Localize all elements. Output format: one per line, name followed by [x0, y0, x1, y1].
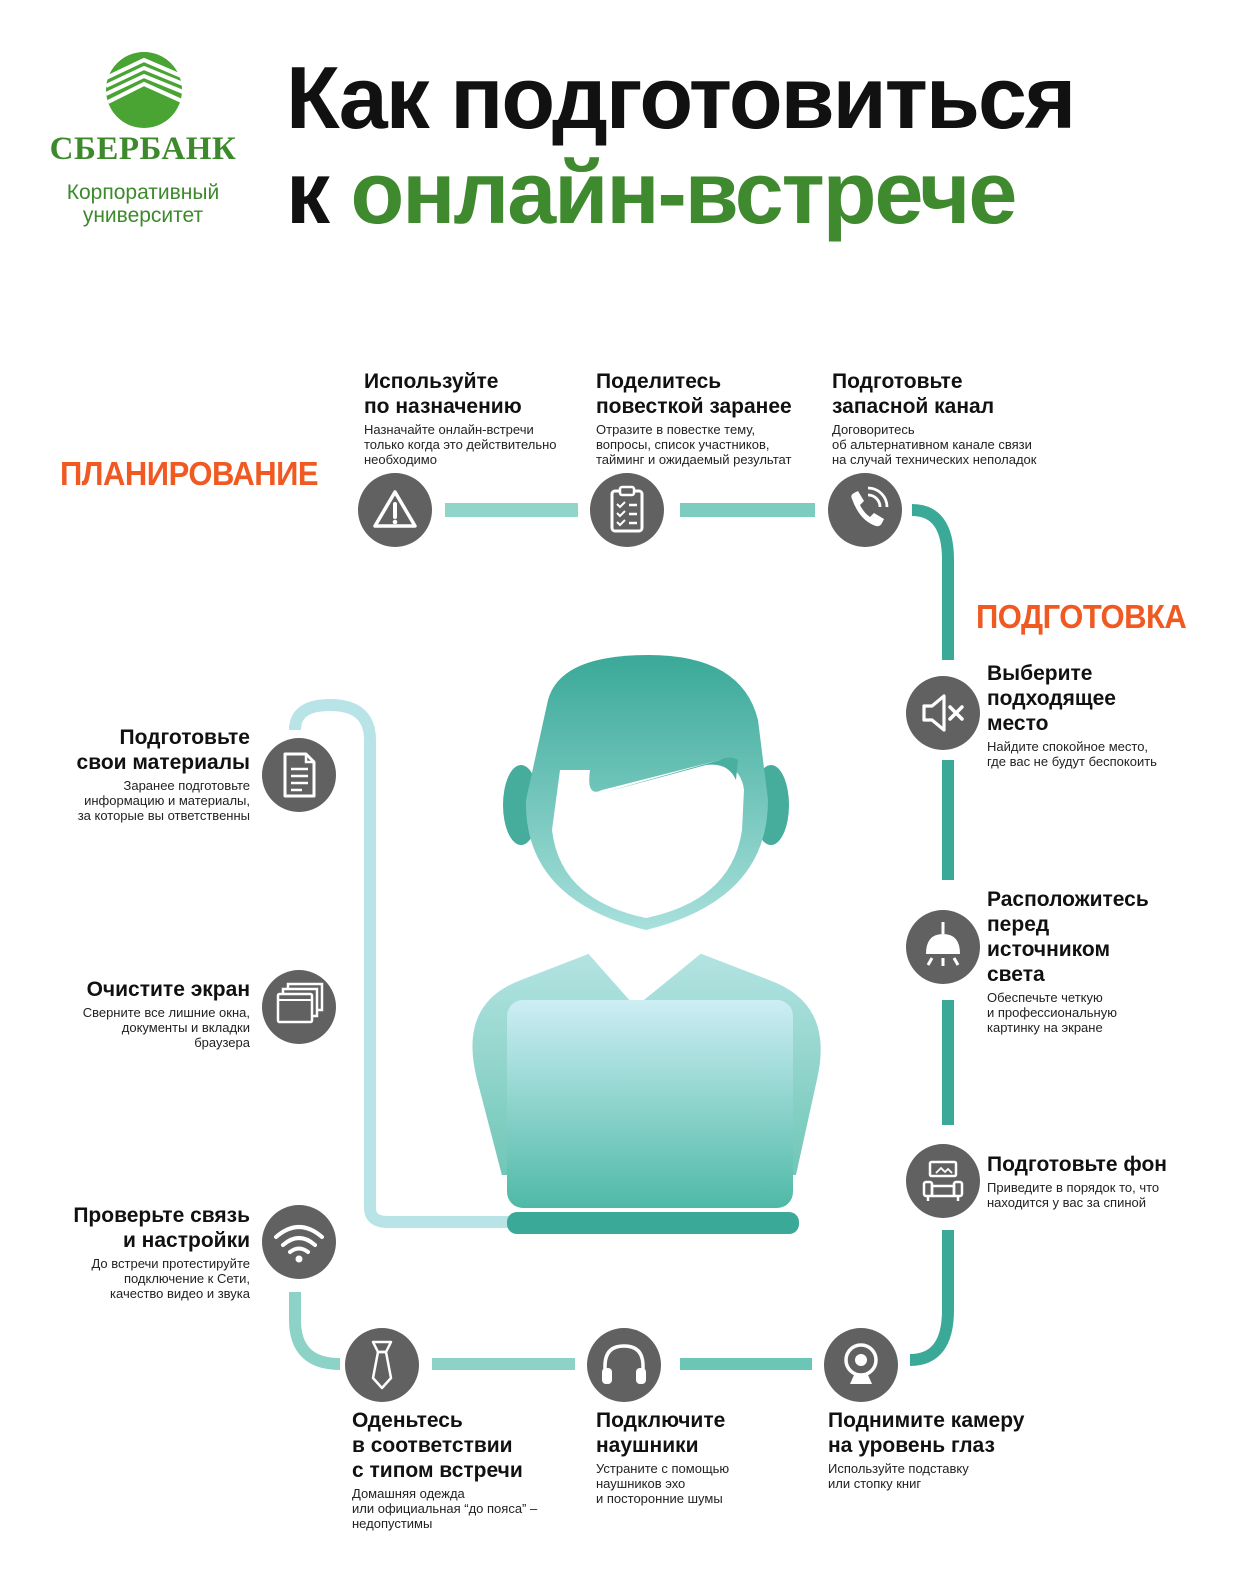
step-light: Расположитесь перед источником света Обеспечьте четкую и профессиональную картинку на экране: [987, 888, 1149, 1035]
headphones-icon: [587, 1328, 661, 1402]
step-camera: Поднимите камеру на уровень глаз Используйте подставку или стопку книг: [828, 1409, 1025, 1491]
document-icon: [262, 738, 336, 812]
step-headphones: Подключите наушники Устраните с помощью наушников эхо и посторонние шумы: [596, 1409, 730, 1506]
page-title-line1: Как подготовиться: [286, 48, 1075, 147]
wifi-icon: [262, 1205, 336, 1279]
path-segment: [912, 510, 948, 660]
page-title-line2: к онлайн-встрече: [286, 143, 1016, 242]
section-preparation: ПОДГОТОВКА: [976, 598, 1187, 636]
mute-icon: [906, 676, 980, 750]
step-connection: Проверьте связь и настройки До встречи протестируйте подключение к Сети, качество видео и звука: [73, 1204, 250, 1301]
laptop-illustration: [507, 1000, 793, 1208]
path-segment: [910, 1230, 948, 1360]
step-screen: Очистите экран Сверните все лишние окна, документы и вкладки браузера: [82, 978, 250, 1050]
step-place: Выберите подходящее место Найдите спокойное место, где вас не будут беспокоить: [987, 662, 1157, 769]
logo-subtitle: Корпоративный университет: [66, 181, 220, 227]
phone-icon: [828, 473, 902, 547]
step-dress: Оденьтесь в соответствии с типом встречи Домашняя одежда или официальная “до пояса” – недопустимы: [352, 1409, 538, 1531]
path-segment: [295, 1292, 340, 1364]
step-background: Подготовьте фон Приведите в порядок то, что находится у вас за спиной: [987, 1153, 1167, 1210]
laptop-base: [507, 1212, 799, 1234]
lamp-icon: [906, 910, 980, 984]
logo-brand: СБЕРБАНК: [49, 131, 237, 167]
section-planning: ПЛАНИРОВАНИЕ: [60, 455, 319, 493]
warning-icon: [358, 473, 432, 547]
step-purpose: Используйте по назначению Назначайте онлайн-встречи только когда это действительно необходимо: [364, 370, 557, 467]
webcam-icon: [824, 1328, 898, 1402]
clipboard-icon: [590, 473, 664, 547]
step-agenda: Поделитесь повесткой заранее Отразите в повестке тему, вопросы, список участников, тайминг и ожидаемый результат: [596, 370, 792, 467]
sofa-icon: [906, 1144, 980, 1218]
step-backup: Подготовьте запасной канал Договоритесь об альтернативном канале связи на случай технических неполадок: [832, 370, 1037, 467]
windows-icon: [262, 970, 336, 1044]
tie-icon: [345, 1328, 419, 1402]
step-materials: Подготовьте свои материалы Заранее подготовьте информацию и материалы, за которые вы ответственны: [76, 726, 250, 823]
